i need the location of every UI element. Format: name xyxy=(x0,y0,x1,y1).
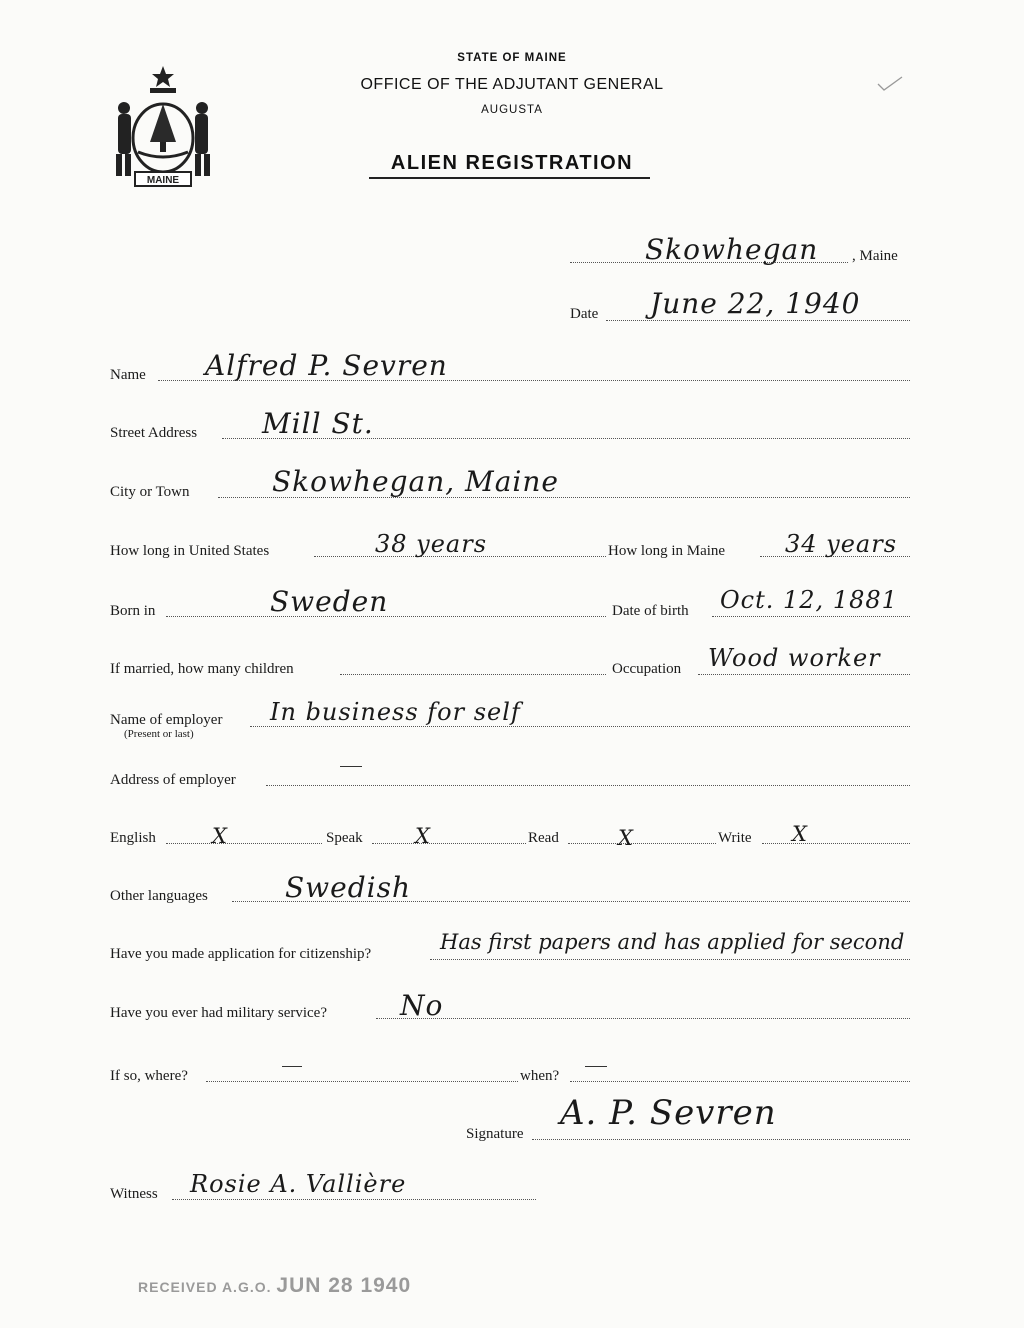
children-label: If married, how many children xyxy=(110,661,294,677)
witness-value[interactable]: Rosie A. Vallière xyxy=(190,1170,407,1198)
speak-label: Speak xyxy=(326,830,363,846)
born-value[interactable]: Sweden xyxy=(270,585,389,618)
employer-address-label: Address of employer xyxy=(110,772,236,788)
date-label: Date xyxy=(570,306,599,322)
witness-label: Witness xyxy=(110,1186,158,1202)
signature-label: Signature xyxy=(466,1126,524,1142)
maine-duration-value[interactable]: 34 years xyxy=(785,530,898,558)
title-underline xyxy=(369,177,650,179)
born-label: Born in xyxy=(110,603,156,619)
office-header: OFFICE OF THE ADJUTANT GENERAL xyxy=(360,76,664,93)
date-line xyxy=(606,320,910,321)
english-line xyxy=(166,843,322,844)
where-label: If so, where? xyxy=(110,1068,188,1084)
name-label: Name xyxy=(110,367,146,383)
place-value[interactable]: Skowhegan xyxy=(645,233,819,266)
write-label: Write xyxy=(718,830,752,846)
speak-line xyxy=(372,843,526,844)
dob-value[interactable]: Oct. 12, 1881 xyxy=(720,586,898,614)
signature-line xyxy=(532,1139,910,1140)
employer-value[interactable]: In business for self xyxy=(270,698,521,726)
us-duration-label: How long in United States xyxy=(110,543,270,559)
where-line xyxy=(206,1081,518,1082)
occupation-label: Occupation xyxy=(612,661,682,677)
other-languages-value[interactable]: Swedish xyxy=(285,871,411,904)
dob-line xyxy=(712,616,910,617)
check-mark-icon xyxy=(876,74,906,94)
us-duration-value[interactable]: 38 years xyxy=(375,530,488,558)
city-header: AUGUSTA xyxy=(481,104,543,116)
stamp-received-text: RECEIVED A.G.O. xyxy=(138,1279,272,1295)
citizenship-line xyxy=(430,959,910,960)
state-header: STATE OF MAINE xyxy=(457,52,567,64)
when-dash xyxy=(585,1066,607,1067)
children-line xyxy=(340,674,606,675)
signature-value[interactable]: A. P. Sevren xyxy=(560,1093,777,1133)
received-stamp xyxy=(138,1274,411,1298)
employer-address-line xyxy=(266,785,910,786)
place-suffix: , Maine xyxy=(852,248,898,264)
form-title: ALIEN REGISTRATION xyxy=(390,152,634,174)
speak-mark[interactable]: X xyxy=(415,824,431,848)
english-mark[interactable]: X xyxy=(212,824,228,848)
write-mark[interactable]: X xyxy=(792,822,808,846)
military-line xyxy=(376,1018,910,1019)
military-label: Have you ever had military service? xyxy=(110,1005,327,1021)
read-line xyxy=(568,843,716,844)
other-languages-label: Other languages xyxy=(110,888,208,904)
street-value[interactable]: Mill St. xyxy=(262,407,374,440)
occupation-value[interactable]: Wood worker xyxy=(708,644,881,672)
english-label: English xyxy=(110,830,156,846)
military-value[interactable]: No xyxy=(400,989,444,1022)
employer-sublabel: (Present or last) xyxy=(124,728,194,740)
when-line xyxy=(570,1081,910,1082)
read-label: Read xyxy=(528,830,559,846)
stamp-date-text: JUN 28 1940 xyxy=(276,1274,412,1297)
name-value[interactable]: Alfred P. Sevren xyxy=(205,349,448,382)
read-mark[interactable]: X xyxy=(618,826,634,850)
seal-banner-text: MAINE xyxy=(146,175,180,186)
maine-duration-label: How long in Maine xyxy=(608,543,726,559)
when-label: when? xyxy=(520,1068,560,1084)
employer-label: Name of employer xyxy=(110,712,223,728)
street-label: Street Address xyxy=(110,425,198,441)
citizenship-value[interactable]: Has first papers and has applied for second xyxy=(440,930,905,954)
date-value[interactable]: June 22, 1940 xyxy=(650,287,861,320)
witness-line xyxy=(172,1199,536,1200)
employer-address-dash xyxy=(340,766,362,767)
dob-label: Date of birth xyxy=(612,603,689,619)
citizenship-label: Have you made application for citizenship? xyxy=(110,946,372,962)
city-value[interactable]: Skowhegan, Maine xyxy=(272,465,559,498)
city-label: City or Town xyxy=(110,484,190,500)
where-dash xyxy=(282,1066,302,1067)
employer-line xyxy=(250,726,910,727)
occupation-line xyxy=(698,674,910,675)
write-line xyxy=(762,843,910,844)
